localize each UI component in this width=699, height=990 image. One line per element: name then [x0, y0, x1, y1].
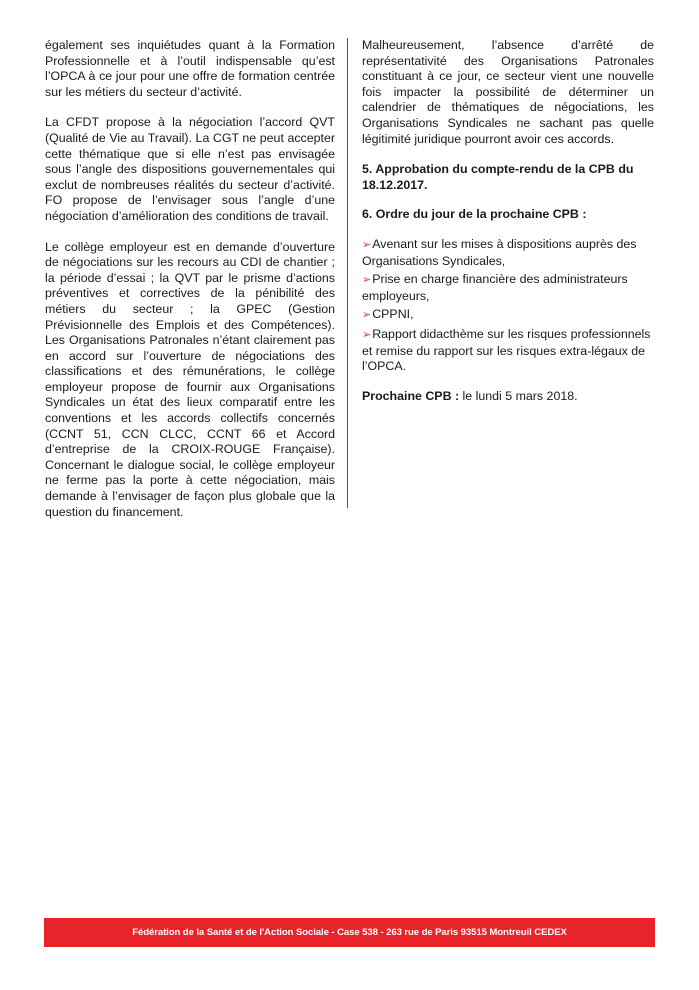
footer-address: Fédération de la Santé et de l'Action Sociale - Case 538 - 263 rue de Paris 93515 Montreuil CEDEX	[132, 927, 567, 938]
footer-banner	[44, 918, 655, 947]
paragraph-college-employeur: Le collège employeur est en demande d’ouverture de négociations sur les recours au CDI de chantier ; la période d’essai ; la QVT par le prisme d’actions préventives et correctives de la pénibilité des métiers du secteur ; la GPEC (Gestion Prévisionnelle des Emplois et des Compétences). Les Organisations Patronales n’étant clairement pas en accord sur l’ouverture de négociations des classifications et des rémunérations, le collège employeur propose de fournir aux Organisations Syndicales un état des lieux comparatif entre les conventions et les accords collectifs concernés (CCNT 51, CCN CLCC, CCNT 66 et Accord d’entreprise de la CROIX-ROUGE Française). Concernant le dialogue social, le collège employeur ne ferme pas la porte à cette négociation, mais demande à l’envisager de façon plus globale que la question du financement.	[45, 239, 335, 519]
arrow-bullet-icon: ➢	[362, 328, 372, 341]
next-meeting	[362, 389, 654, 405]
list-item-text: CPPNI,	[372, 307, 414, 322]
list-item	[362, 272, 654, 304]
list-item-text: Avenant sur les mises à dispositions auprès des Organisations Syndicales,	[362, 236, 637, 268]
right-column	[362, 38, 654, 419]
column-divider	[347, 38, 348, 508]
next-meeting-date: le lundi 5 mars 2018.	[459, 388, 578, 403]
list-item	[362, 237, 654, 269]
section-heading-ordre-du-jour: 6. Ordre du jour de la prochaine CPB :	[362, 207, 587, 222]
list-item	[362, 307, 654, 324]
section-heading-approbation: 5. Approbation du compte-rendu de la CPB du 18.12.2017.	[362, 162, 634, 192]
agenda-list	[362, 237, 654, 375]
list-item-text: Rapport didacthème sur les risques professionnels et remise du rapport sur les risques extra-légaux de l’OPCA.	[362, 326, 651, 374]
next-meeting-label: Prochaine CPB :	[362, 388, 460, 403]
paragraph-qvt: La CFDT propose à la négociation l’accord QVT (Qualité de Vie au Travail). La CGT ne peut accepter cette thématique que si elle n’est pas envisagée sous l’angle des dispositions gouvernementales qui exclut de nombreuses réalités du secteur d’activité. FO propose de l’envisager sous l’angle d’une négociation d’amélioration des conditions de travail.	[45, 115, 335, 223]
list-item-text: Prise en charge financière des administrateurs employeurs,	[362, 272, 628, 303]
arrow-bullet-icon: ➢	[362, 274, 372, 287]
paragraph-opca: également ses inquiétudes quant à la Formation Professionnelle et à l’outil indispensable qu’est l’OPCA à ce jour pour une offre de formation centrée sur les métiers du secteur d’activité.	[45, 38, 335, 99]
list-item	[362, 327, 654, 375]
left-column	[45, 38, 335, 535]
arrow-bullet-icon: ➢	[362, 238, 372, 251]
arrow-bullet-icon: ➢	[362, 309, 372, 322]
paragraph-representativite: Malheureusement, l’absence d’arrêté de représentativité des Organisations Patronales constituant à ce jour, ce secteur vient une nouvelle fois impacter la possibilité de déterminer un calendrier de thématiques de négociations, les Organisations Syndicales ne sachant pas quelle légitimité juridique pourront avoir ces accords.	[362, 38, 654, 146]
